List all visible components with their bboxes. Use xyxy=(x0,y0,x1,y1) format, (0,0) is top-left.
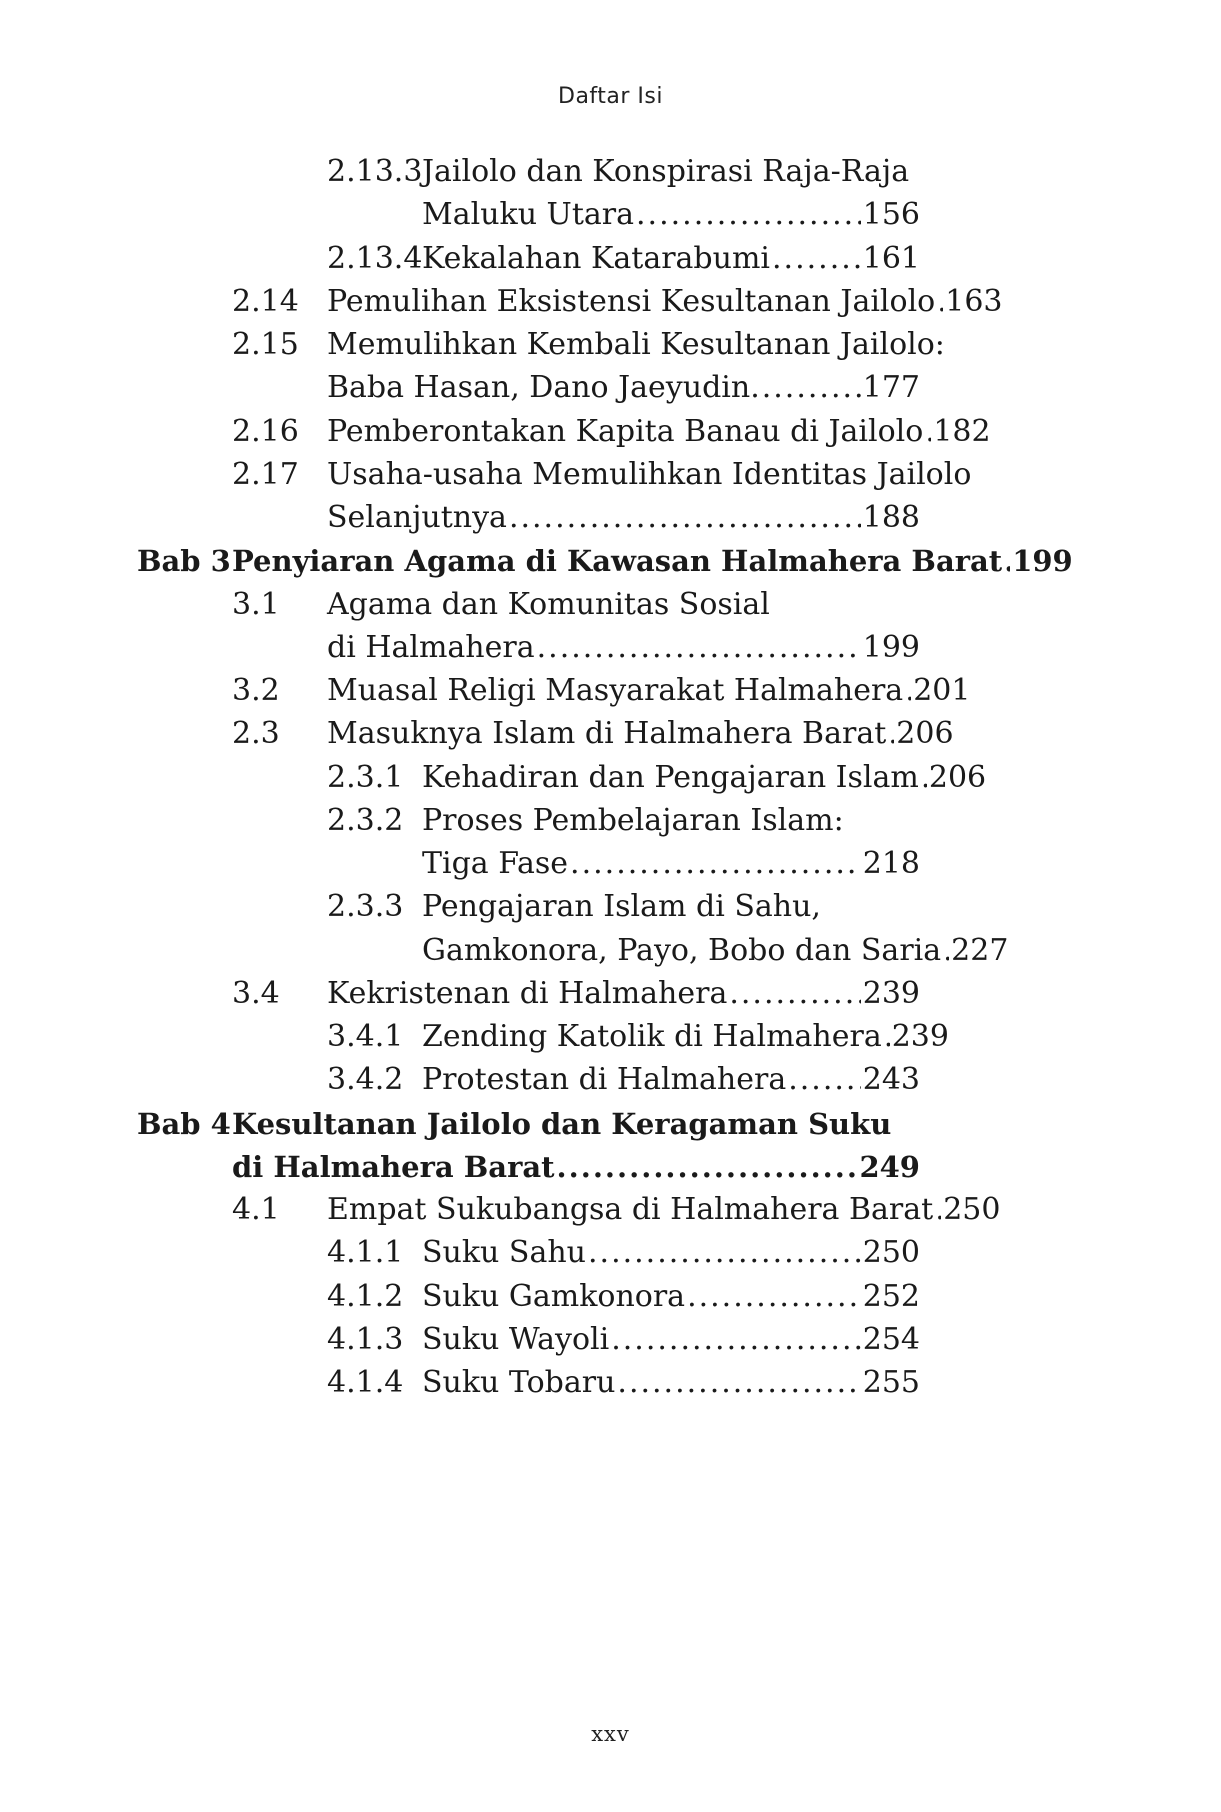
toc-entry-line xyxy=(327,190,920,240)
dot-leader xyxy=(617,1358,860,1408)
toc-entry-page: 239 xyxy=(862,976,920,1011)
toc-entry-page: 161 xyxy=(862,241,920,276)
toc-entry-title: Protestan di Halmahera xyxy=(422,1062,787,1097)
toc-entry-line xyxy=(232,363,920,413)
toc-entry-page: 249 xyxy=(859,1150,920,1184)
page-number: xxv xyxy=(591,1722,630,1746)
toc-entry-title: Baba Hasan, Dano Jaeyudin. xyxy=(327,370,760,405)
toc-entry-title: Empat Sukubangsa di Halmahera Barat xyxy=(327,1192,934,1227)
toc-entry-body xyxy=(327,709,954,759)
toc-entry-page: 255 xyxy=(862,1365,920,1400)
toc-entry-page: 206 xyxy=(928,760,987,795)
toc-entry-number: 2.13.3 xyxy=(327,154,423,189)
toc-entry-line xyxy=(327,1228,920,1278)
dot-leader xyxy=(888,709,894,759)
toc-entry-title: Proses Pembelajaran Islam: xyxy=(422,803,844,838)
toc-entry-number: 2.15 xyxy=(232,327,299,362)
toc-entry-body xyxy=(422,190,920,240)
toc-entry-page: 239 xyxy=(891,1019,949,1054)
toc-entry-number: 3.1 xyxy=(232,587,280,622)
dot-leader xyxy=(636,190,861,240)
running-head: Daftar Isi xyxy=(558,84,663,109)
toc-entry-title: di Halmahera Barat xyxy=(232,1150,555,1184)
toc-entry-number: 4.1.1 xyxy=(327,1235,404,1270)
toc-entry-title: Suku Tobaru xyxy=(422,1365,616,1400)
toc-entry-page: 254 xyxy=(862,1322,920,1357)
toc-entry-page: 243 xyxy=(862,1062,920,1097)
toc-entry-title: Tiga Fase xyxy=(422,846,569,881)
toc-entry-title: Gamkonora, Payo, Bobo dan Saria xyxy=(422,933,942,968)
toc-entry-number: Bab 3 xyxy=(137,544,231,578)
toc-entry-number: 4.1 xyxy=(232,1192,280,1227)
toc-entry-title: Kesultanan Jailolo dan Keragaman Suku xyxy=(232,1107,892,1141)
toc-entry-number: 4.1.3 xyxy=(327,1322,404,1357)
toc-entry-number: 2.3.2 xyxy=(327,803,404,838)
toc-entry-number: 2.16 xyxy=(232,414,299,449)
toc-entry-number: 2.3.1 xyxy=(327,760,404,795)
toc-entry-number: 3.4.1 xyxy=(327,1019,404,1054)
toc-entry-title: Kekalahan Katarabumi xyxy=(422,241,771,276)
dot-leader xyxy=(762,363,861,413)
toc-entry-page: 206 xyxy=(896,716,954,751)
toc-entry-page: 177 xyxy=(862,370,920,405)
toc-entry-body xyxy=(422,1228,920,1278)
toc-entry-number: 3.4.2 xyxy=(327,1062,404,1097)
toc-entry-title: Pemulihan Eksistensi Kesultanan Jailolo xyxy=(327,284,936,319)
toc-entry-page: 199 xyxy=(1012,544,1073,578)
toc-entry-page: 250 xyxy=(862,1235,920,1270)
toc-entry-line xyxy=(327,1358,920,1408)
toc-entry-title: Maluku Utara xyxy=(422,197,635,232)
toc-entry-title: Suku Sahu xyxy=(422,1235,586,1270)
toc-entry-number: 3.2 xyxy=(232,673,280,708)
toc-entry-line xyxy=(232,709,954,759)
toc-entry-title: Pengajaran Islam di Sahu, xyxy=(422,889,821,924)
dot-leader xyxy=(921,753,927,803)
dot-leader xyxy=(935,1185,941,1235)
toc-entry-title: Zending Katolik di Halmahera xyxy=(422,1019,882,1054)
toc-entry-title: Jailolo dan Konspirasi Raja-Raja xyxy=(422,154,910,189)
toc-entry-title: Kekristenan di Halmahera xyxy=(327,976,728,1011)
toc-entry-title: Suku Wayoli xyxy=(422,1322,610,1357)
toc-entry-page: 201 xyxy=(913,673,971,708)
toc-entry-line xyxy=(327,882,920,932)
toc-entry-number: 2.3.3 xyxy=(327,889,404,924)
toc-entry-number: 3.4 xyxy=(232,976,280,1011)
toc-entry-title: Pemberontakan Kapita Banau di Jailolo xyxy=(327,414,924,449)
toc-entry-body xyxy=(327,363,920,413)
toc-entry-title: Suku Gamkonora xyxy=(422,1279,686,1314)
toc-entry-page: 252 xyxy=(862,1279,920,1314)
toc-entry-title: Muasal Religi Masyarakat Halmahera xyxy=(327,673,904,708)
toc-entry-title: Kehadiran dan Pengajaran Islam xyxy=(422,760,919,795)
dot-leader xyxy=(588,1228,861,1278)
toc-entry-page: 250 xyxy=(943,1192,1001,1227)
toc-entry-body xyxy=(422,1358,920,1408)
toc-entry-number: 2.3 xyxy=(232,716,280,751)
toc-entry-title: Selanjutnya xyxy=(327,500,507,535)
toc-entry-title: Masuknya Islam di Halmahera Barat xyxy=(327,716,887,751)
toc-entry-title: Memulihkan Kembali Kesultanan Jailolo: xyxy=(327,327,945,362)
toc-entry-page: 163 xyxy=(945,284,1003,319)
toc-entry-line xyxy=(327,1055,920,1105)
toc-entry-number: 4.1.2 xyxy=(327,1279,404,1314)
toc-entry-title: Penyiaran Agama di Kawasan Halmahera Barat xyxy=(232,544,1003,578)
toc-entry-page: 188 xyxy=(862,500,920,535)
toc-entry-title: di Halmahera xyxy=(327,630,535,665)
toc-entry-page: 218 xyxy=(862,846,920,881)
toc-entry-title: Agama dan Komunitas Sosial xyxy=(327,587,770,622)
toc-entry-number: Bab 4 xyxy=(137,1107,231,1141)
toc-entry-number: 2.14 xyxy=(232,284,299,319)
toc-entry-body xyxy=(422,1055,920,1105)
toc-entry-number: 2.17 xyxy=(232,457,299,492)
toc-entry-page: 156 xyxy=(862,197,920,232)
toc-entry-page: 182 xyxy=(933,414,991,449)
toc-entry-number: 2.13.4 xyxy=(327,241,423,276)
toc-entry-title: Usaha-usaha Memulihkan Identitas Jailolo xyxy=(327,457,972,492)
dot-leader xyxy=(788,1055,861,1105)
toc-chapter-line xyxy=(137,536,1073,586)
toc-entry-page: 199 xyxy=(862,630,920,665)
dot-leader xyxy=(1004,536,1010,586)
toc-entry-body xyxy=(422,882,920,932)
toc-entry-body xyxy=(232,536,1073,586)
toc-entry-number: 4.1.4 xyxy=(327,1365,404,1400)
toc-entry-page: 227 xyxy=(951,933,1009,968)
dot-leader xyxy=(943,926,949,976)
